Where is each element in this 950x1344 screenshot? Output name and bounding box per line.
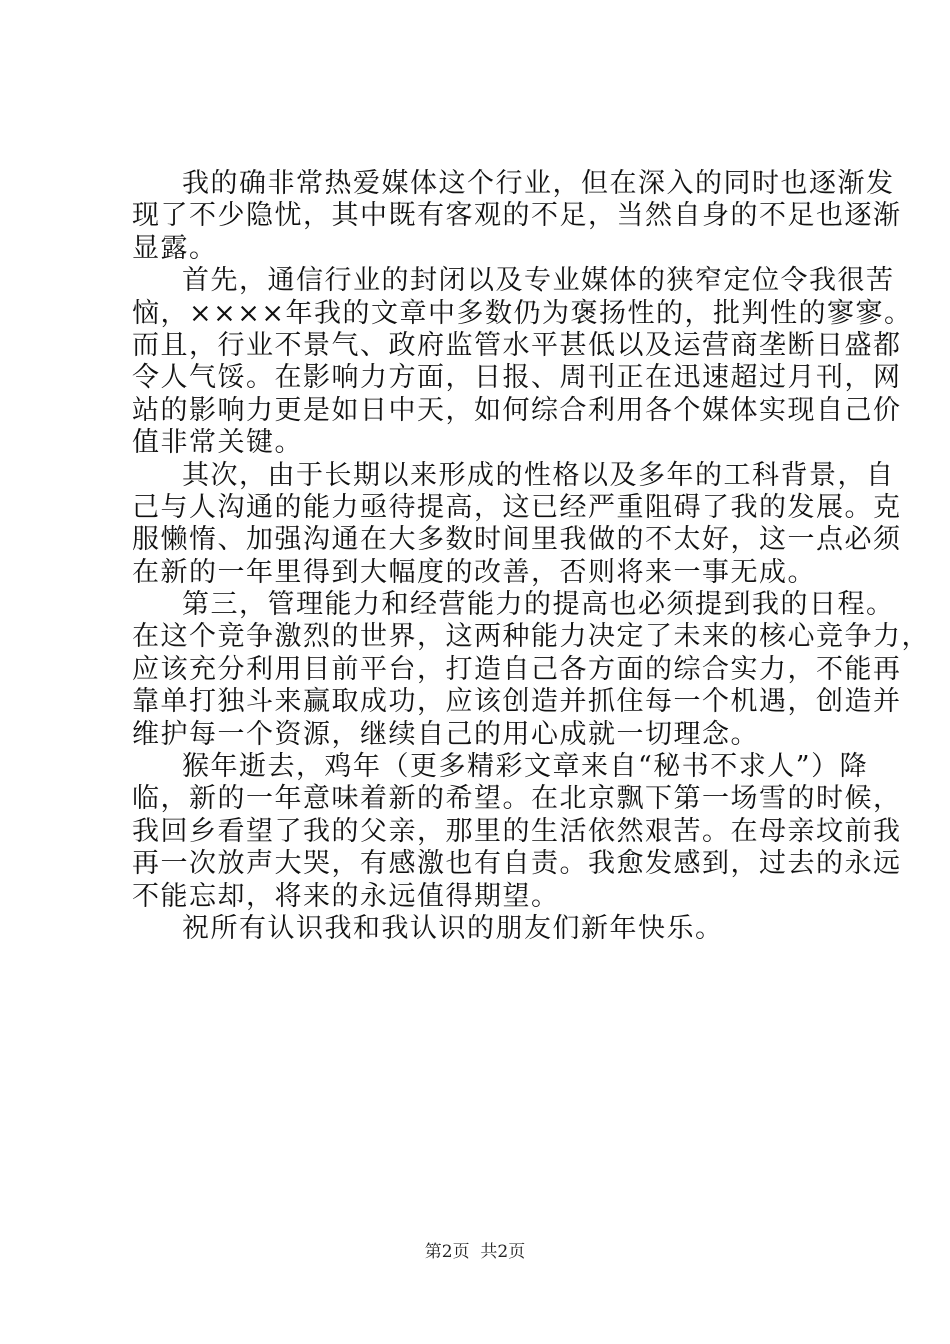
text-line: 猴年逝去，鸡年（更多精彩文章来自“秘书不求人”）降: [182, 751, 869, 783]
text-line: 应该充分利用目前平台，打造自己各方面的综合实力，不能再: [132, 653, 902, 685]
text-line: 恼，××××年我的文章中多数仍为褒扬性的，批判性的寥寥。: [132, 297, 913, 329]
text-line: 站的影响力更是如日中天，如何综合利用各个媒体实现自己价: [132, 394, 902, 426]
text-line: 祝所有认识我和我认识的朋友们新年快乐。: [182, 912, 724, 944]
text-line: 我回乡看望了我的父亲，那里的生活依然艰苦。在母亲坟前我: [132, 815, 902, 847]
page-number-label: 第2页 共2页: [424, 1242, 526, 1262]
text-line: 第三，管理能力和经营能力的提高也必须提到我的日程。: [182, 589, 895, 621]
text-line: 在这个竞争激烈的世界，这两种能力决定了未来的核心竞争力，: [132, 621, 930, 653]
text-line: 显露。: [132, 232, 218, 264]
paragraph: [132, 265, 913, 459]
document-body: [132, 168, 930, 945]
text-line: 维护每一个资源，继续自己的用心成就一切理念。: [132, 718, 759, 750]
text-line: 而且，行业不景气、政府监管水平甚低以及运营商垄断日盛都: [132, 329, 902, 361]
paragraph: [132, 913, 832, 945]
text-line: 再一次放声大哭，有感激也有自责。我愈发感到，过去的永远: [132, 848, 902, 880]
paragraph: [132, 168, 902, 265]
paragraph: [132, 589, 930, 751]
text-line: 不能忘却，将来的永远值得期望。: [132, 880, 560, 912]
text-line: 己与人沟通的能力亟待提高，这已经严重阻碍了我的发展。克: [132, 491, 902, 523]
text-line: 其次，由于长期以来形成的性格以及多年的工科背景，自: [182, 459, 895, 491]
paragraph: [132, 459, 902, 590]
page-footer: [0, 1240, 950, 1264]
text-line: 值非常关键。: [132, 427, 303, 459]
text-line: 我的确非常热爱媒体这个行业，但在深入的同时也逐渐发: [182, 168, 895, 199]
text-line: 服懒惰、加强沟通在大多数时间里我做的不太好，这一点必须: [132, 524, 902, 556]
text-line: 首先，通信行业的封闭以及专业媒体的狭窄定位令我很苦: [182, 265, 895, 297]
text-line: 在新的一年里得到大幅度的改善，否则将来一事无成。: [132, 556, 816, 588]
paragraph: [132, 751, 902, 913]
text-line: 令人气馁。在影响力方面，日报、周刊正在迅速超过月刊，网: [132, 362, 902, 394]
text-line: 临，新的一年意味着新的希望。在北京飘下第一场雪的时候，: [132, 783, 902, 815]
text-line: 现了不少隐忧，其中既有客观的不足，当然自身的不足也逐渐: [132, 200, 902, 232]
text-line: 靠单打独斗来赢取成功，应该创造并抓住每一个机遇，创造并: [132, 686, 902, 718]
